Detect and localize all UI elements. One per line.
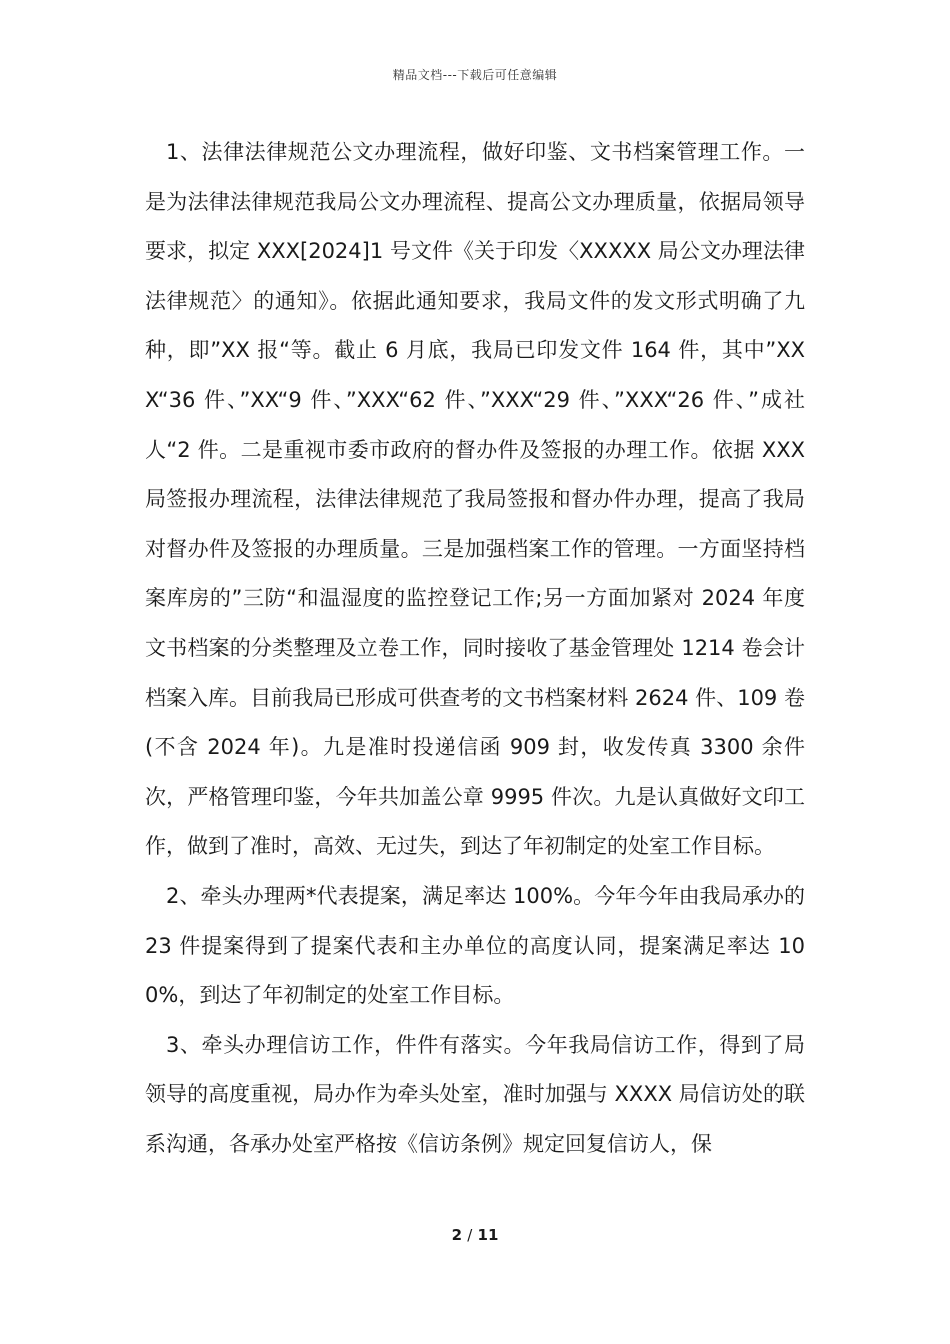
document-body: [145, 128, 805, 1169]
page-header: 精品文档---下载后可任意编辑: [392, 68, 558, 82]
page-number: [0, 1226, 950, 1244]
page-total: 11: [477, 1226, 499, 1244]
paragraph-3: 3、牵头办理信访工作，件件有落实。今年我局信访工作，得到了局领导的高度重视，局办作为牵头处室，准时加强与 XXXX 局信访处的联系沟通，各承办处室严格按《信访条例》规定回复信访人，保: [145, 1032, 805, 1156]
paragraph-1: 1、法律法律规范公文办理流程，做好印鉴、文书档案管理工作。一是为法律法律规范我局公文办理流程、提高公文办理质量，依据局领导要求，拟定 XXX[2024]1 号文件《关于印发〈XXXXX 局公文办理法律法律规范〉的通知》。依据此通知要求，我局文件的发文形式明确了九种，即”XX 报“等。截止 6 月底，我局已印发文件 164 件，其中”XXX“36 件、”XX“9 件、”XXX“62 件、”XXX“29 件、”XXX“26 件、”成社人“2 件。二是重视市委市政府的督办件及签报的办理工作。依据 XXX 局签报办理流程，法律法律规范了我局签报和督办件办理，提高了我局对督办件及签报的办理质量。三是加强档案工作的管理。一方面坚持档案库房的”三防“和温湿度的监控登记工作;另一方面加紧对 2024 年度文书档案的分类整理及立卷工作，同时接收了基金管理处 1214 卷会计档案入库。目前我局已形成可供查考的文书档案材料 2624 件、109 卷(不含 2024 年)。九是准时投递信函 909 封，收发传真 3300 余件次，严格管理印鉴，今年共加盖公章 9995 件次。九是认真做好文印工作，做到了准时，高效、无过失，到达了年初制定的处室工作目标。: [145, 140, 805, 859]
page-separator: /: [467, 1226, 473, 1244]
paragraph-2: 2、牵头办理两*代表提案，满足率达 100%。今年今年由我局承办的 23 件提案得到了提案代表和主办单位的高度认同，提案满足率达 100%，到达了年初制定的处室工作目标。: [145, 883, 805, 1008]
page-current: 2: [451, 1226, 463, 1244]
